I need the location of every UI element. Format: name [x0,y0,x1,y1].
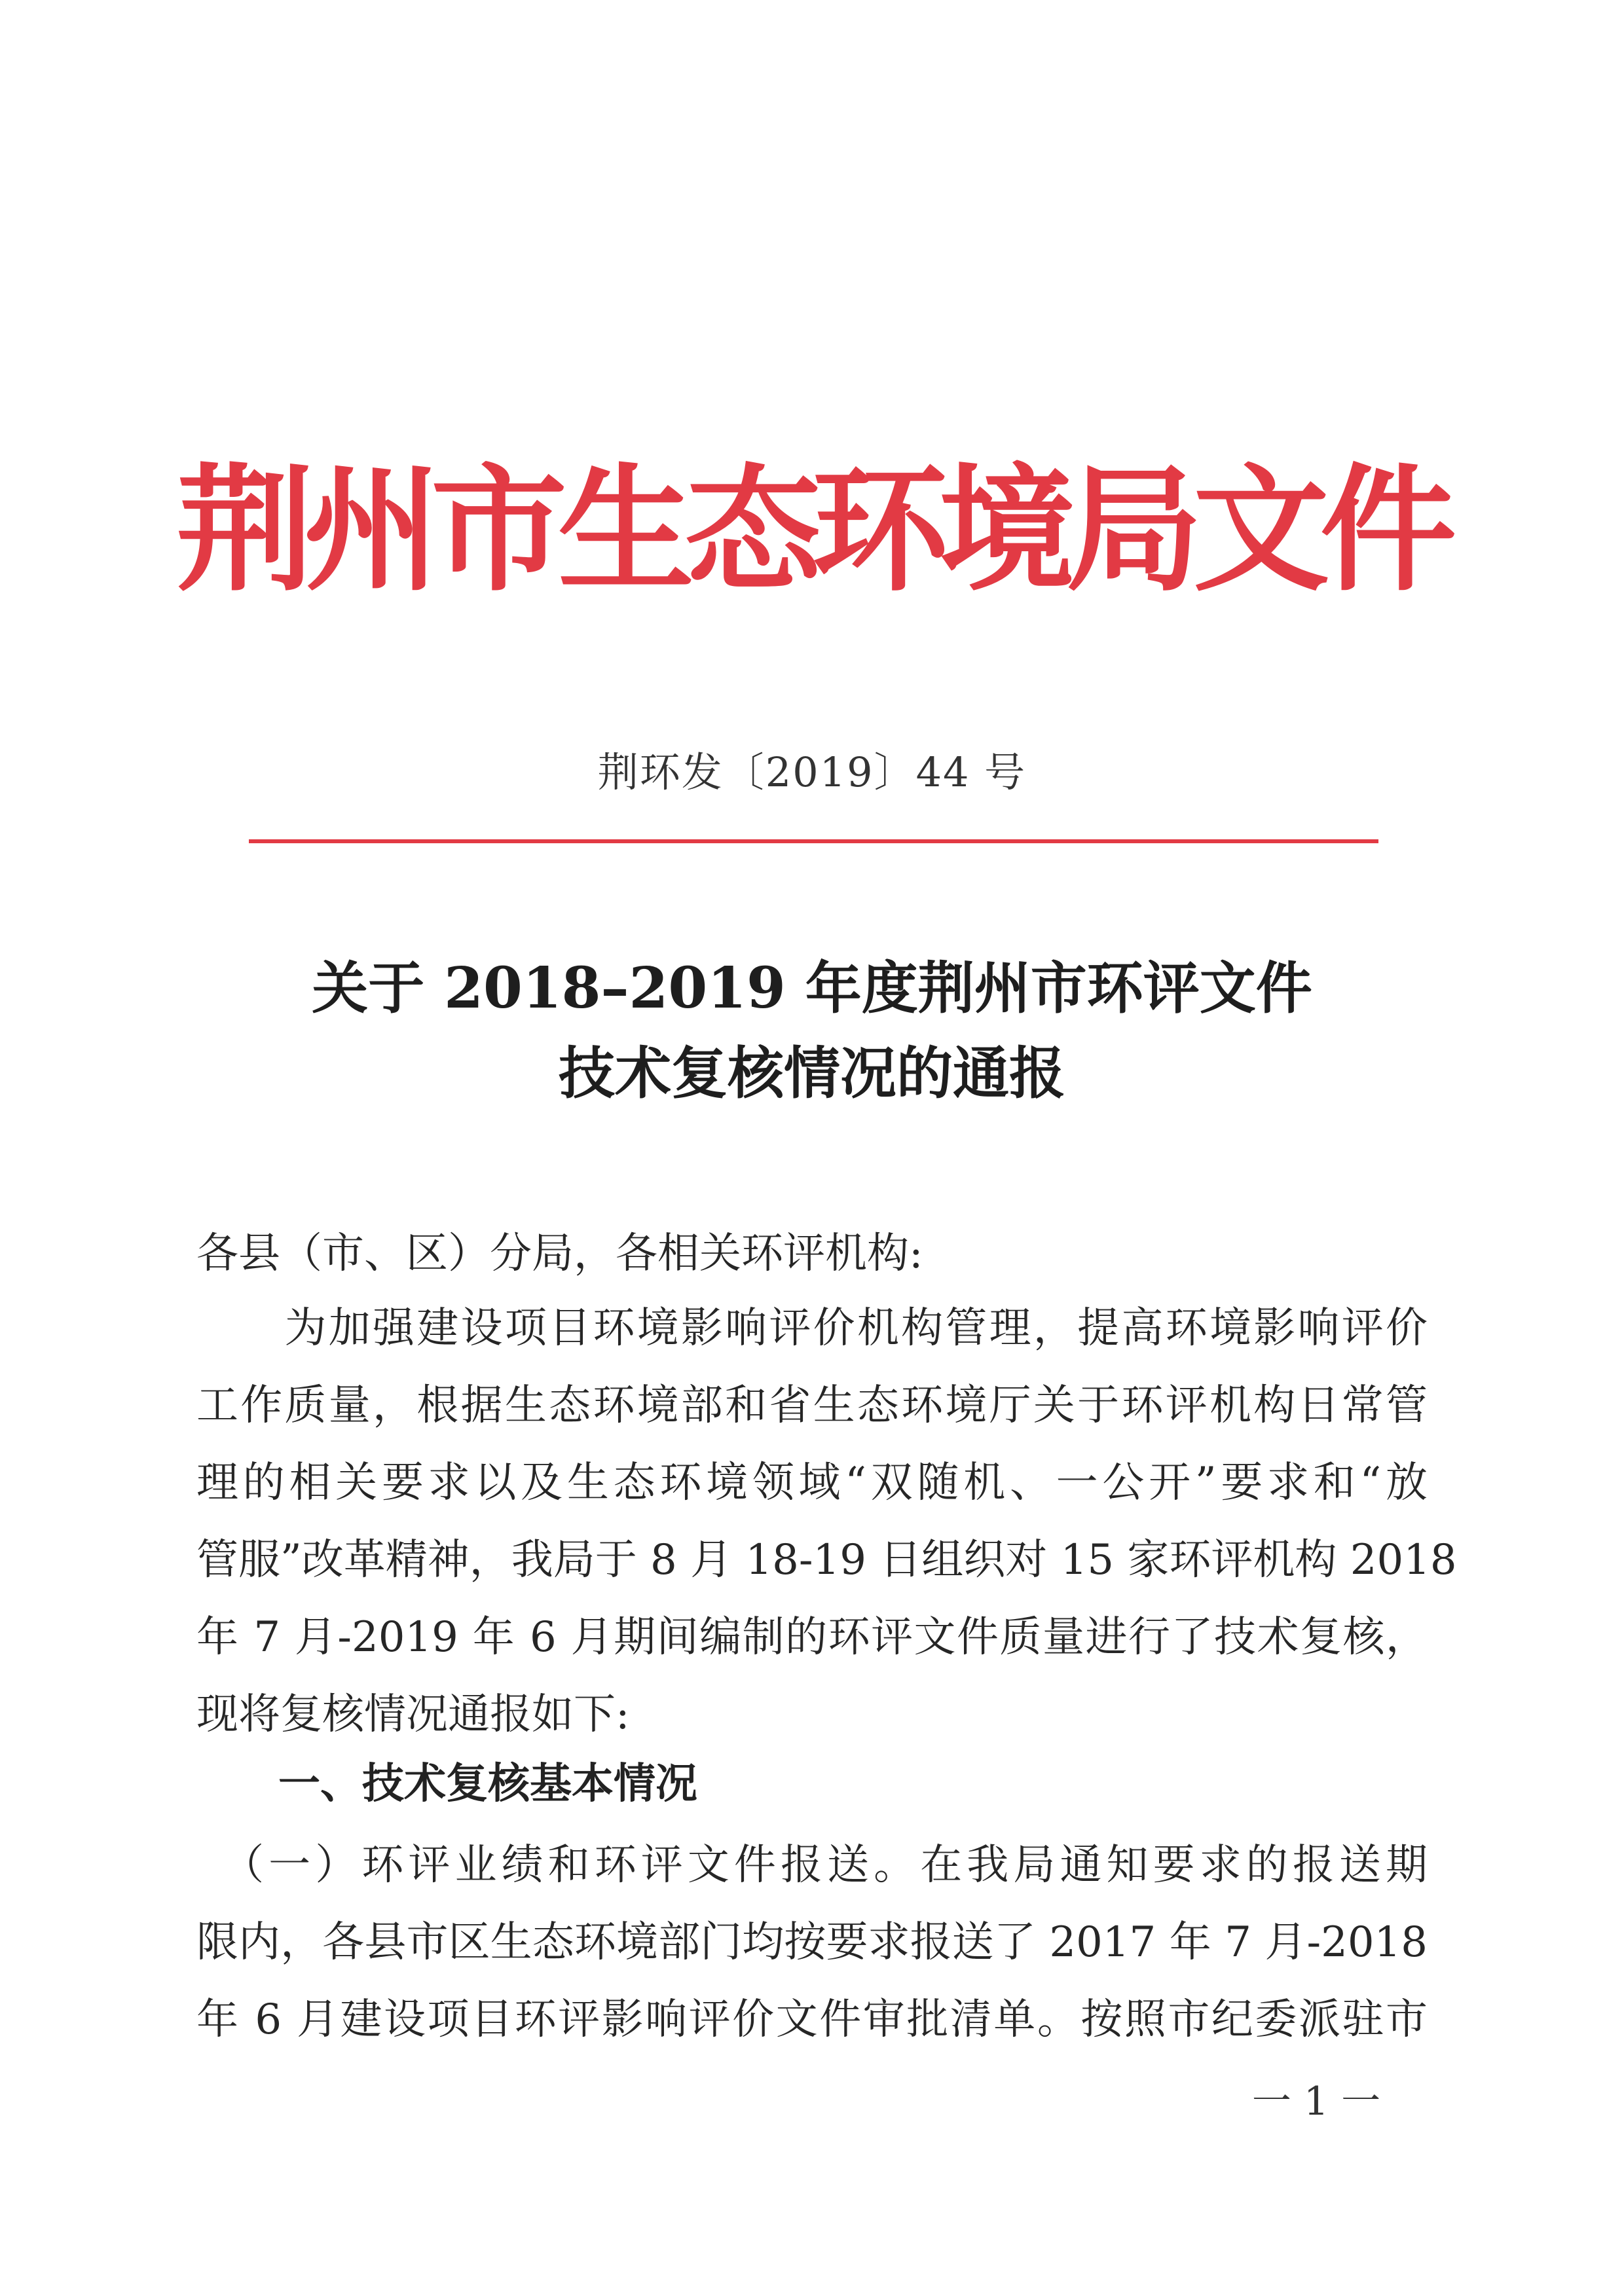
red-divider-line [249,839,1378,843]
text-line: 管服”改革精神，我局于 8 月 18-19 日组织对 15 家环评机构 2018 [196,1536,1457,1584]
text-line: 为加强建设项目环境影响评价机构管理，提高环境影响评价 [196,1304,1428,1353]
paragraph-intro [196,1290,1457,1753]
section-heading-1: 一、技术复核基本情况 [278,1760,697,1808]
document-title-line-1: 关于 2018–2019 年度荆州市环评文件 [312,955,1312,1021]
text-line: 限内，各县市区生态环境部门均按要求报送了 2017 年 7 月-2018 [196,1918,1428,1967]
document-number: 荆环发〔2019〕44 号 [597,748,1027,796]
text-line: （一）环评业绩和环评文件报送。在我局通知要求的报送期 [196,1841,1428,1889]
text-line: 理的相关要求以及生态环境领域“双随机、一公开”要求和“放 [196,1459,1428,1507]
text-line: 工作质量，根据生态环境部和省生态环境厅关于环评机构日常管 [196,1381,1428,1430]
salutation: 各县（市、区）分局，各相关环评机构: [196,1230,923,1278]
document-title-line-2: 技术复核情况的通报 [559,1040,1065,1106]
page-number: 一 1 一 [1251,2079,1381,2124]
text-line: 现将复核情况通报如下: [196,1690,630,1739]
paragraph-section-1 [196,1827,1428,2058]
masthead-title: 荆州市生态环境局文件 [177,450,1447,610]
text-line: 年 6 月建设项目环评影响评价文件审批清单。按照市纪委派驻市 [196,1995,1428,2044]
document-title [0,946,1624,1116]
text-line: 年 7 月-2019 年 6 月期间编制的环评文件质量进行了技术复核， [196,1613,1428,1662]
